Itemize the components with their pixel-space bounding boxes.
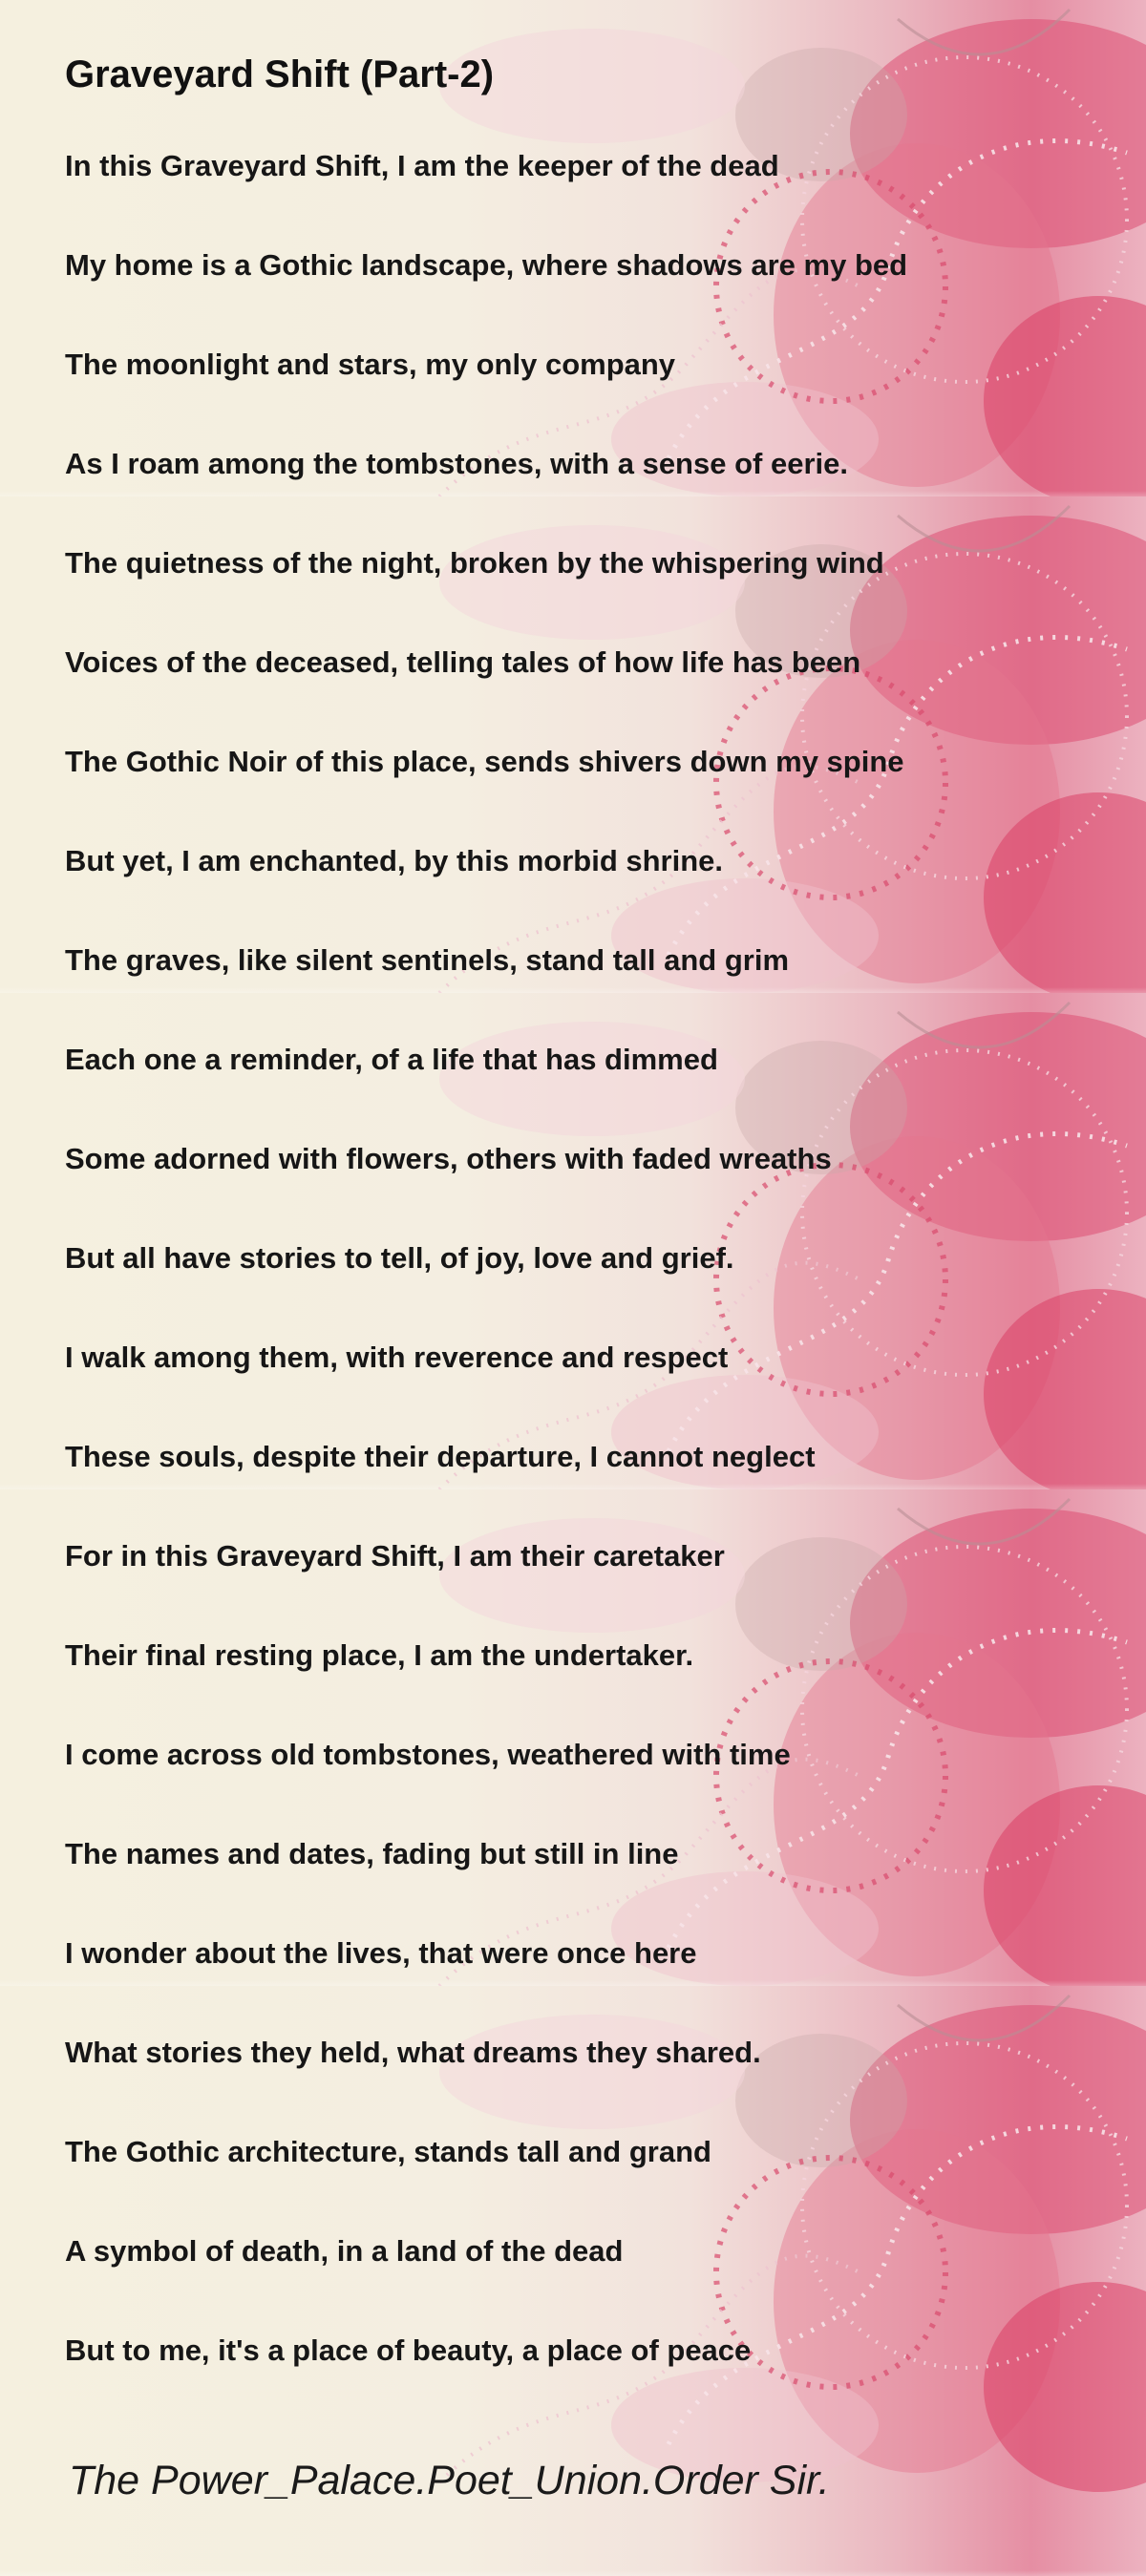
poem-line: Voices of the deceased, telling tales of how life has been (65, 645, 861, 679)
poem-line: These souls, despite their departure, I cannot neglect (65, 1440, 816, 1473)
poem-author: The Power_Palace.Poet_Union.Order Sir. (69, 2458, 830, 2503)
poem-line: I wonder about the lives, that were once here (65, 1936, 697, 1970)
poem-line: The moonlight and stars, my only company (65, 348, 676, 381)
poem-line: But all have stories to tell, of joy, love and grief. (65, 1241, 734, 1275)
poem-line: Each one a reminder, of a life that has dimmed (65, 1043, 718, 1076)
poem-line: But to me, it's a place of beauty, a place of peace (65, 2333, 752, 2367)
poem-line: I come across old tombstones, weathered with time (65, 1738, 791, 1771)
poem-line: Some adorned with flowers, others with faded wreaths (65, 1142, 832, 1175)
poem-line: As I roam among the tombstones, with a sense of eerie. (65, 447, 848, 480)
poem-line: I walk among them, with reverence and respect (65, 1341, 729, 1374)
poem-line: What stories they held, what dreams they shared. (65, 2036, 761, 2069)
poem-line: The Gothic architecture, stands tall and grand (65, 2135, 711, 2168)
poem-line: The quietness of the night, broken by the whispering wind (65, 546, 884, 580)
poem-line: But yet, I am enchanted, by this morbid shrine. (65, 844, 724, 877)
poem-line: A symbol of death, in a land of the dead (65, 2234, 624, 2268)
poem-line: Their final resting place, I am the undertaker. (65, 1638, 694, 1672)
poem-title: Graveyard Shift (Part-2) (65, 53, 495, 95)
poem-line: My home is a Gothic landscape, where shadows are my bed (65, 248, 908, 282)
poem-line: The Gothic Noir of this place, sends shivers down my spine (65, 745, 904, 778)
poem-line: For in this Graveyard Shift, I am their caretaker (65, 1539, 725, 1573)
poem-line: The graves, like silent sentinels, stand tall and grim (65, 943, 790, 977)
poem-body (65, 139, 1115, 2423)
poem-line: The names and dates, fading but still in line (65, 1837, 679, 1870)
poem-line: In this Graveyard Shift, I am the keeper of the dead (65, 149, 779, 182)
